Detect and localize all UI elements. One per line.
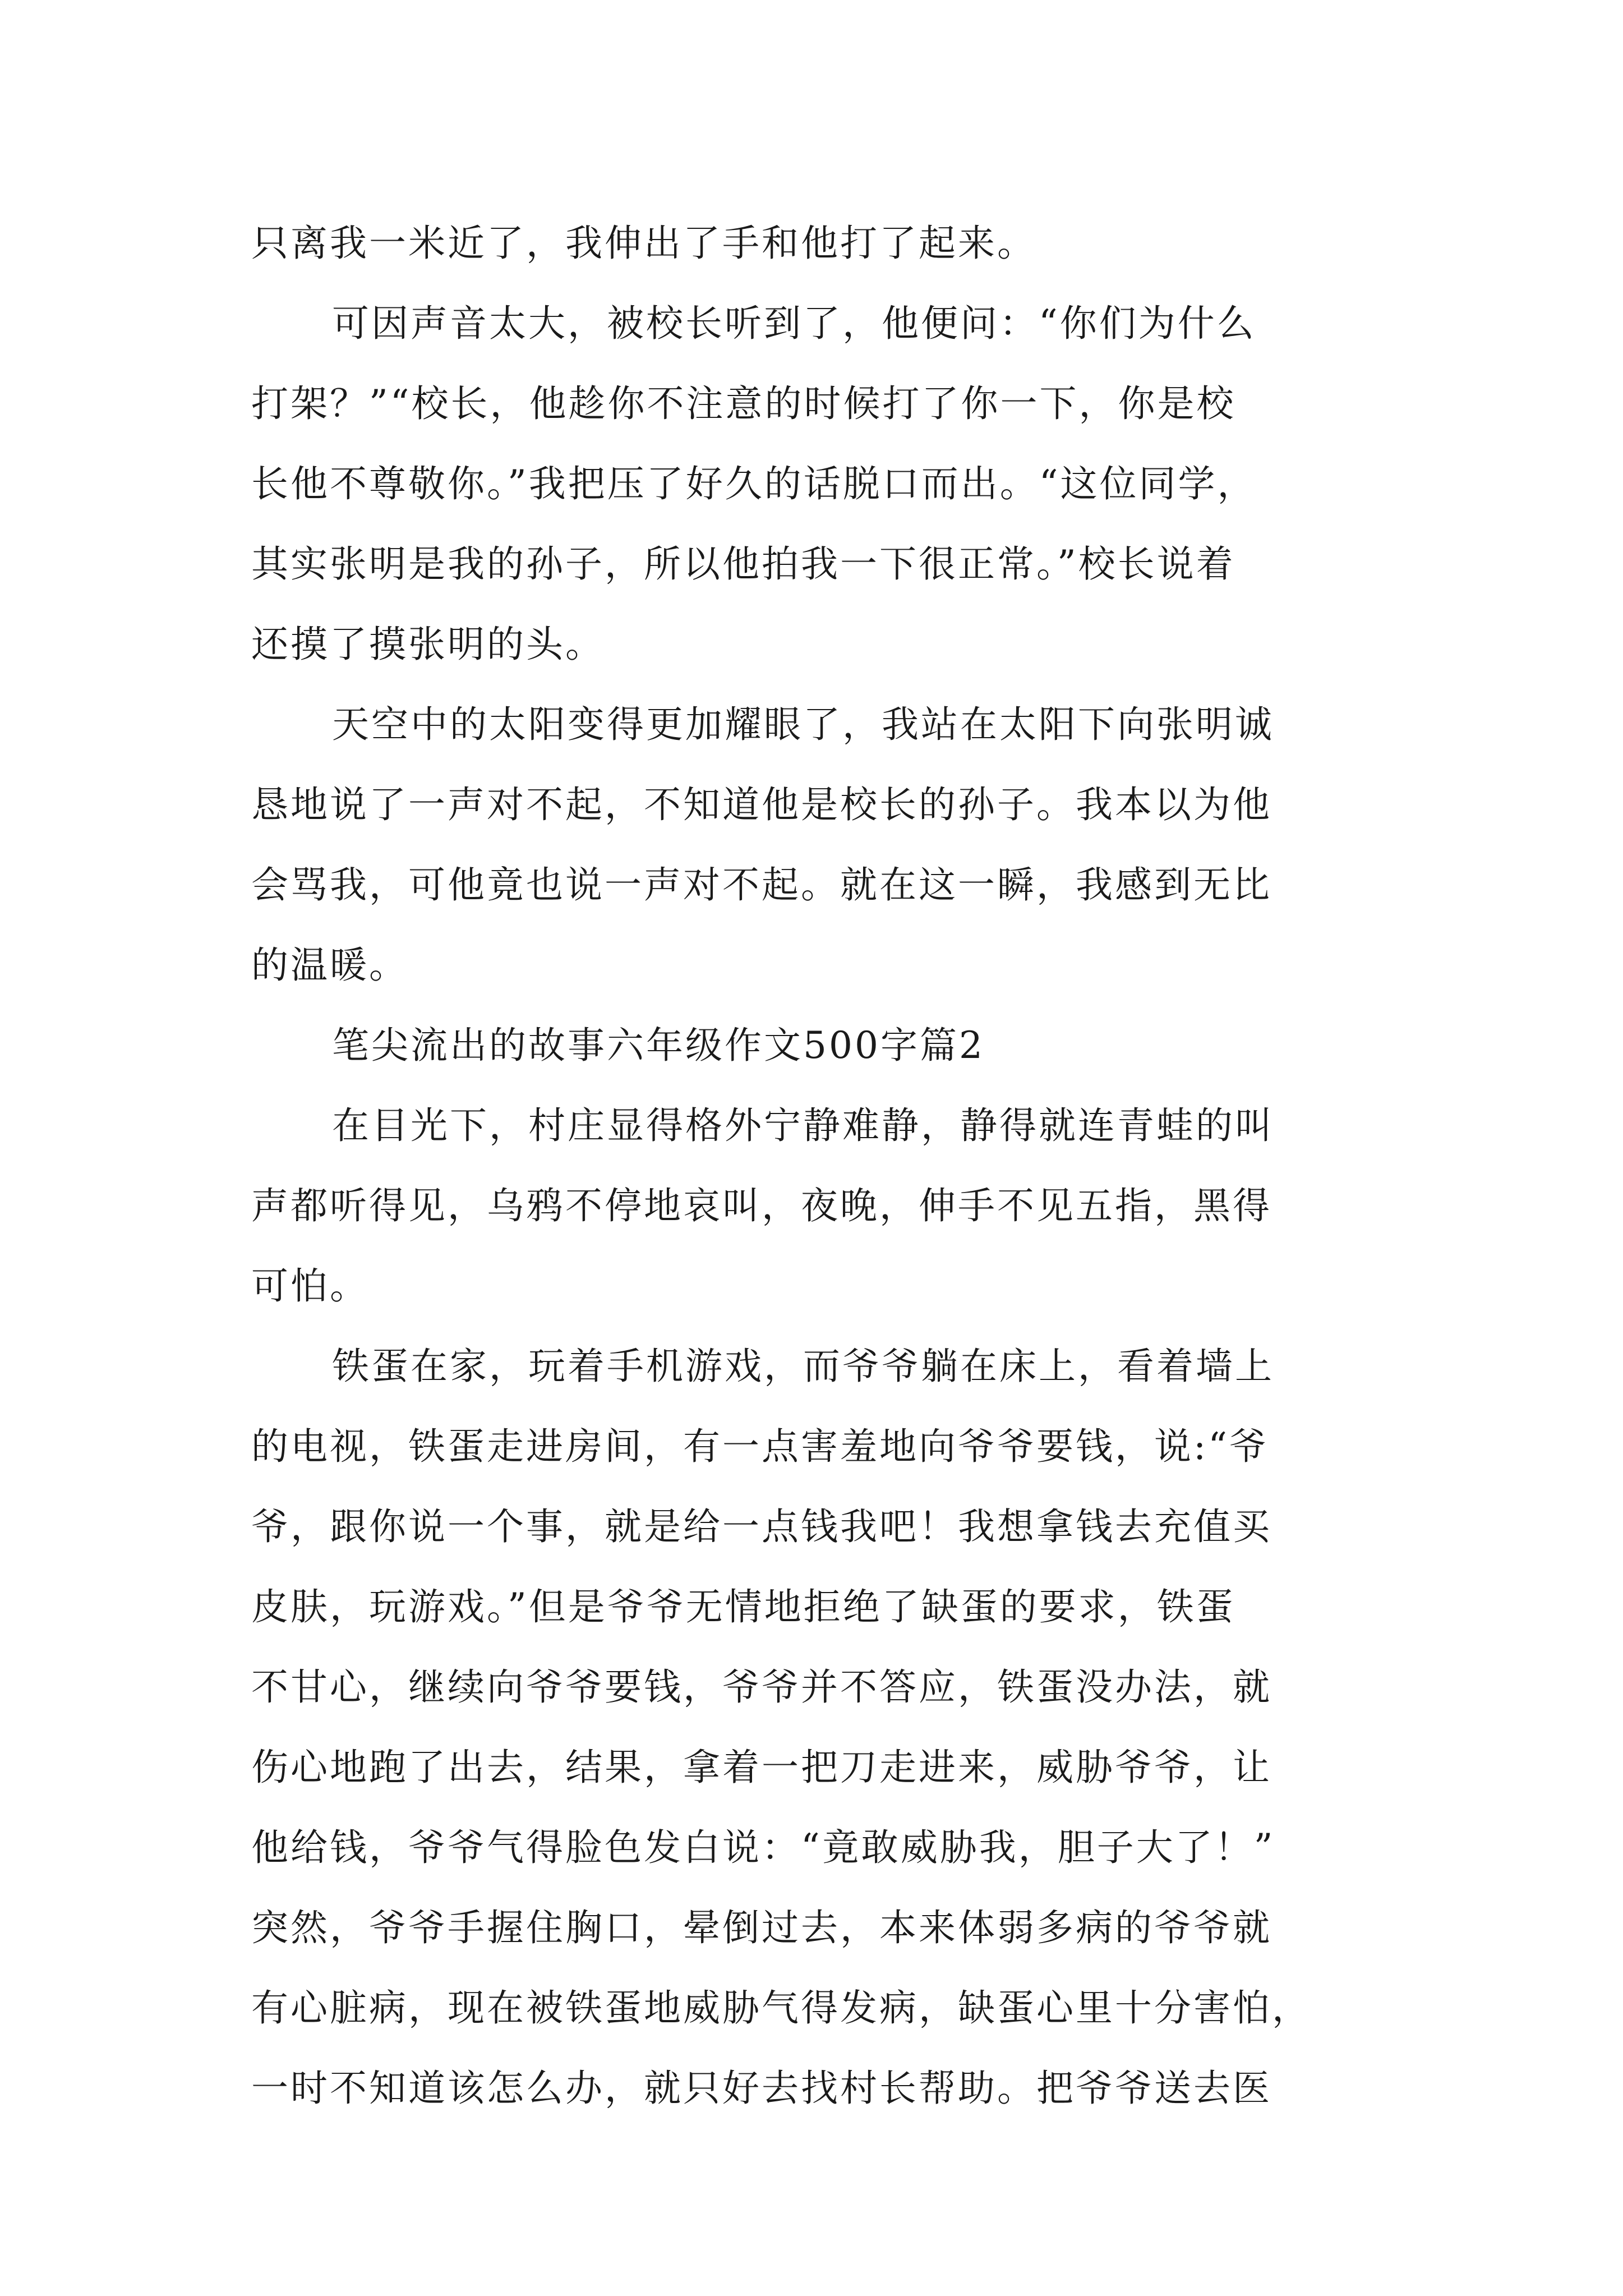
text-line: 有心脏病，现在被铁蛋地威胁气得发病，缺蛋心里十分害怕， (251, 1986, 1311, 2030)
text-line: 他给钱，爷爷气得脸色发白说：“竟敢威胁我，胆子大了！” (251, 1826, 1275, 1869)
text-line: 其实张明是我的孙子，所以他拍我一下很正常。”校长说着 (251, 542, 1235, 586)
text-line: 铁蛋在家，玩着手机游戏，而爷爷躺在床上，看着墙上 (332, 1345, 1274, 1388)
text-line: 的温暖。 (251, 944, 408, 987)
text-line: 声都听得见，乌鸦不停地哀叫，夜晚，伸手不见五指，黑得 (251, 1184, 1272, 1227)
text-line: 爷，跟你说一个事，就是给一点钱我吧！我想拿钱去充值买 (251, 1505, 1272, 1548)
text-line: 在目光下，村庄显得格外宁静难静，静得就连青蛙的叫 (332, 1104, 1274, 1147)
text-line: 笔尖流出的故事六年级作文500字篇2 (332, 1024, 985, 1067)
text-line: 可怕。 (251, 1264, 369, 1308)
text-line: 伤心地跑了出去，结果，拿着一把刀走进来，威胁爷爷，让 (251, 1746, 1272, 1789)
text-line: 皮肤，玩游戏。”但是爷爷无情地拒绝了缺蛋的要求，铁蛋 (251, 1585, 1235, 1628)
text-line: 长他不尊敬你。”我把压了好久的话脱口而出。“这位同学， (251, 462, 1257, 505)
text-line: 只离我一米近了，我伸出了手和他打了起来。 (251, 222, 1036, 265)
text-line: 打架？”“校长，他趁你不注意的时候打了你一下，你是校 (251, 382, 1236, 425)
text-line: 突然，爷爷手握住胸口，晕倒过去，本来体弱多病的爷爷就 (251, 1906, 1272, 1949)
text-line: 天空中的太阳变得更加耀眼了，我站在太阳下向张明诚 (332, 703, 1274, 746)
text-line: 恳地说了一声对不起，不知道他是校长的孙子。我本以为他 (251, 783, 1272, 826)
text-line: 还摸了摸张明的头。 (251, 623, 605, 666)
essay-body (251, 203, 1373, 2128)
text-line: 可因声音太大，被校长听到了，他便问：“你们为什么 (332, 302, 1256, 345)
text-line: 一时不知道该怎么办，就只好去找村长帮助。把爷爷送去医 (251, 2067, 1272, 2110)
text-line: 会骂我，可他竟也说一声对不起。就在这一瞬，我感到无比 (251, 863, 1272, 907)
text-line: 的电视，铁蛋走进房间，有一点害羞地向爷爷要钱，说:“爷 (251, 1425, 1269, 1468)
text-line: 不甘心，继续向爷爷要钱，爷爷并不答应，铁蛋没办法，就 (251, 1665, 1272, 1709)
